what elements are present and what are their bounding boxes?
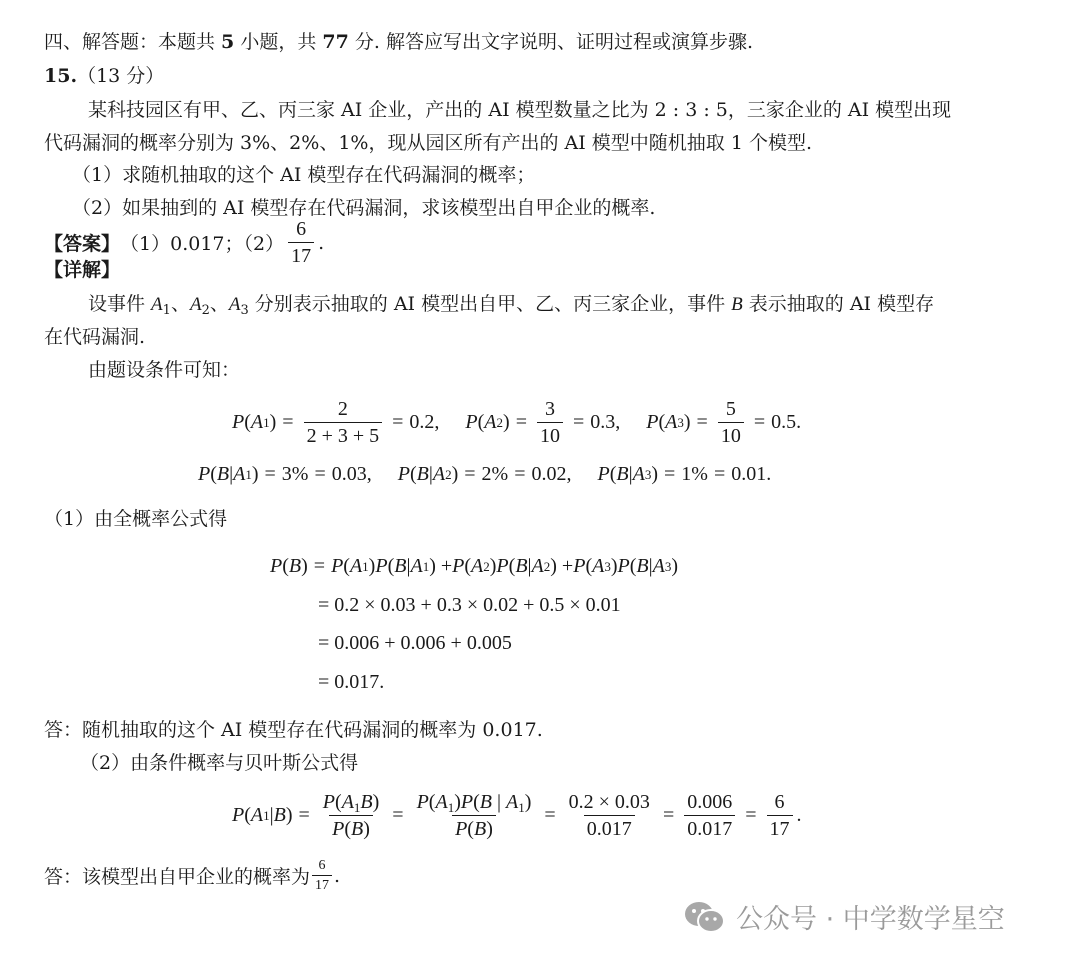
watermark-text: 公众号 · 中学数学星空: [736, 904, 1005, 935]
answer-fraction: $\frac{6}{17}$: [288, 218, 314, 267]
answer-part-2: 答：该模型出自甲企业的概率为 $\frac{6}{17}$ .: [44, 858, 341, 893]
watermark: [684, 897, 1005, 936]
total-prob-line-2: = 0.2 × 0.03 + 0.3 × 0.02 + 0.5 × 0.01: [318, 594, 621, 616]
total-prob-line-1: P ( B ) = P ( A 1 ) P ( B | A 1 ) + P ( A 2 ) P ( B | A 2 ) + P ( A 3 ) P ( B | A 3 ): [270, 555, 679, 577]
answer-part-1: 答：随机抽取的这个 AI 模型存在代码漏洞的概率为 0.017.: [44, 719, 543, 741]
total-prob-line-4: = 0.017.: [318, 671, 385, 693]
event-definition-2: 在代码漏洞.: [44, 326, 146, 348]
part2-title: （2）由条件概率与贝叶斯公式得: [80, 752, 359, 774]
answer-line: 【答案】 （1）0.017；（2） $\frac{6}{17}$ .: [44, 218, 325, 267]
conditional-probabilities: P ( B | A 1 ) = 3% = 0.03, P ( B | A 2 ) = 2% = 0.02, P ( B | A 3 ) = 1% = 0.01.: [198, 463, 772, 485]
problem-line-2: 代码漏洞的概率分别为 3%、2%、1%，现从园区所有产出的 AI 模型中随机抽取 1 个模型.: [44, 132, 812, 154]
question-number: 15.（13 分）: [44, 65, 165, 87]
problem-line-1: 某科技园区有甲、乙、丙三家 AI 企业，产出的 AI 模型数量之比为 2 : 3 : 5，三家企业的 AI 模型出现: [88, 99, 952, 121]
problem-part-1: （1）求随机抽取的这个 AI 模型存在代码漏洞的概率；: [72, 164, 536, 186]
event-definition: 设事件 $A_1$、$A_2$、$A_3$ 分别表示抽取的 AI 模型出自甲、乙、丙三家企业，事件 B 表示抽取的 AI 模型存: [88, 293, 935, 318]
section-header: 四、解答题：本题共 5 小题，共 77 分. 解答应写出文字说明、证明过程或演算步骤.: [44, 31, 753, 53]
bayes-formula: P ( A 1 | B ) = $\frac{P(A_1B)}{P(B)}$ = $\frac{P(A_1)P(B | A_1)}{P(B)}$ = $\frac{0.2 \times 0.03}{0.017}$ = $\frac{0.006}{0.017}$ = $\frac{6}{17}$ .: [232, 791, 802, 840]
part1-title: （1）由全概率公式得: [44, 508, 228, 530]
known-conditions: 由题设条件可知：: [88, 359, 241, 381]
problem-part-2: （2）如果抽到的 AI 模型存在代码漏洞，求该模型出自甲企业的概率.: [72, 197, 656, 219]
total-prob-line-3: = 0.006 + 0.006 + 0.005: [318, 632, 512, 654]
detail-label: 【详解】: [44, 259, 121, 281]
prior-probabilities: P ( A 1 ) = $\frac{2}{2 + 3 + 5}$ = 0.2, P ( A 2 ) = $\frac{3}{10}$ = 0.3, P ( A 3 ) = $\frac{5}{10}$ = 0.5.: [232, 398, 802, 447]
wechat-icon: [684, 900, 726, 934]
